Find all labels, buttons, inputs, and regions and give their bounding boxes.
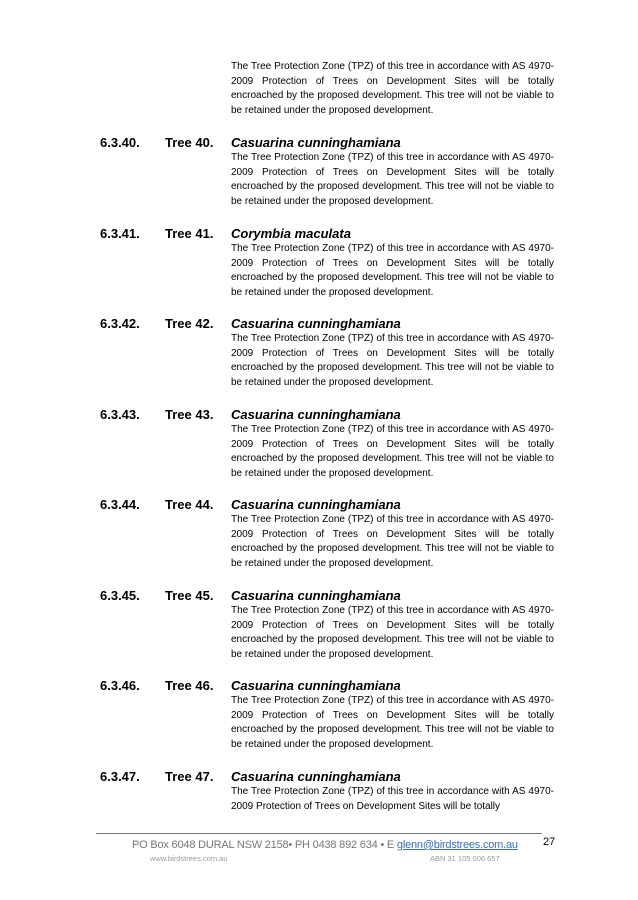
section-body: The Tree Protection Zone (TPZ) of this tree in accordance with AS 4970-2009 Protection of Trees on Development Sites will be totally encroached by the proposed development. This tree will not be viable to be retained under the proposed development.	[231, 243, 554, 299]
tree-label: Tree 40.	[165, 135, 214, 150]
section-number: 6.3.44.	[100, 497, 140, 512]
tree-label: Tree 45.	[165, 588, 214, 603]
section-body: The Tree Protection Zone (TPZ) of this tree in accordance with AS 4970-2009 Protection of Trees on Development Sites will be totally encroached by the proposed development. This tree will not be viable to be retained under the proposed development.	[231, 514, 554, 570]
species-name: Casuarina cunninghamiana	[231, 678, 401, 693]
section-number: 6.3.42.	[100, 316, 140, 331]
footer-website[interactable]: www.birdstrees.com.au	[150, 854, 228, 863]
section-number: 6.3.40.	[100, 135, 140, 150]
footer-abn: ABN 31 105 006 657	[430, 854, 500, 863]
tree-label: Tree 44.	[165, 497, 214, 512]
species-name: Casuarina cunninghamiana	[231, 497, 401, 512]
intro-paragraph: The Tree Protection Zone (TPZ) of this tree in accordance with AS 4970-2009 Protection of Trees on Development Sites will be totally encroached by the proposed development. This tree will not be viable to be retained under the proposed development.	[231, 61, 554, 117]
section-number: 6.3.45.	[100, 588, 140, 603]
tree-label: Tree 43.	[165, 407, 214, 422]
footer-address-phone: PO Box 6048 DURAL NSW 2158• PH 0438 892 634 • E	[132, 839, 397, 851]
footer-email-link[interactable]: glenn@birdstrees.com.au	[396, 839, 518, 851]
section-body: The Tree Protection Zone (TPZ) of this tree in accordance with AS 4970-2009 Protection of Trees on Development Sites will be totally	[231, 786, 554, 812]
footer-contact	[132, 839, 518, 851]
species-name: Casuarina cunninghamiana	[231, 316, 401, 331]
section-body: The Tree Protection Zone (TPZ) of this tree in accordance with AS 4970-2009 Protection of Trees on Development Sites will be totally encroached by the proposed development. This tree will not be viable to be retained under the proposed development.	[231, 605, 554, 661]
footer-divider	[96, 833, 542, 834]
section-number: 6.3.47.	[100, 769, 140, 784]
species-name: Casuarina cunninghamiana	[231, 769, 401, 784]
species-name: Casuarina cunninghamiana	[231, 135, 401, 150]
section-number: 6.3.43.	[100, 407, 140, 422]
section-body: The Tree Protection Zone (TPZ) of this tree in accordance with AS 4970-2009 Protection of Trees on Development Sites will be totally encroached by the proposed development. This tree will not be viable to be retained under the proposed development.	[231, 152, 554, 208]
section-body: The Tree Protection Zone (TPZ) of this tree in accordance with AS 4970-2009 Protection of Trees on Development Sites will be totally encroached by the proposed development. This tree will not be viable to be retained under the proposed development.	[231, 333, 554, 389]
species-name: Casuarina cunninghamiana	[231, 407, 401, 422]
section-number: 6.3.46.	[100, 678, 140, 693]
tree-label: Tree 46.	[165, 678, 214, 693]
section-number: 6.3.41.	[100, 226, 140, 241]
tree-label: Tree 41.	[165, 226, 214, 241]
tree-label: Tree 47.	[165, 769, 214, 784]
tree-label: Tree 42.	[165, 316, 214, 331]
species-name: Corymbia maculata	[231, 226, 351, 241]
section-body: The Tree Protection Zone (TPZ) of this tree in accordance with AS 4970-2009 Protection of Trees on Development Sites will be totally encroached by the proposed development. This tree will not be viable to be retained under the proposed development.	[231, 424, 554, 480]
page-number: 27	[543, 836, 556, 848]
species-name: Casuarina cunninghamiana	[231, 588, 401, 603]
section-body: The Tree Protection Zone (TPZ) of this tree in accordance with AS 4970-2009 Protection of Trees on Development Sites will be totally encroached by the proposed development. This tree will not be viable to be retained under the proposed development.	[231, 695, 554, 751]
